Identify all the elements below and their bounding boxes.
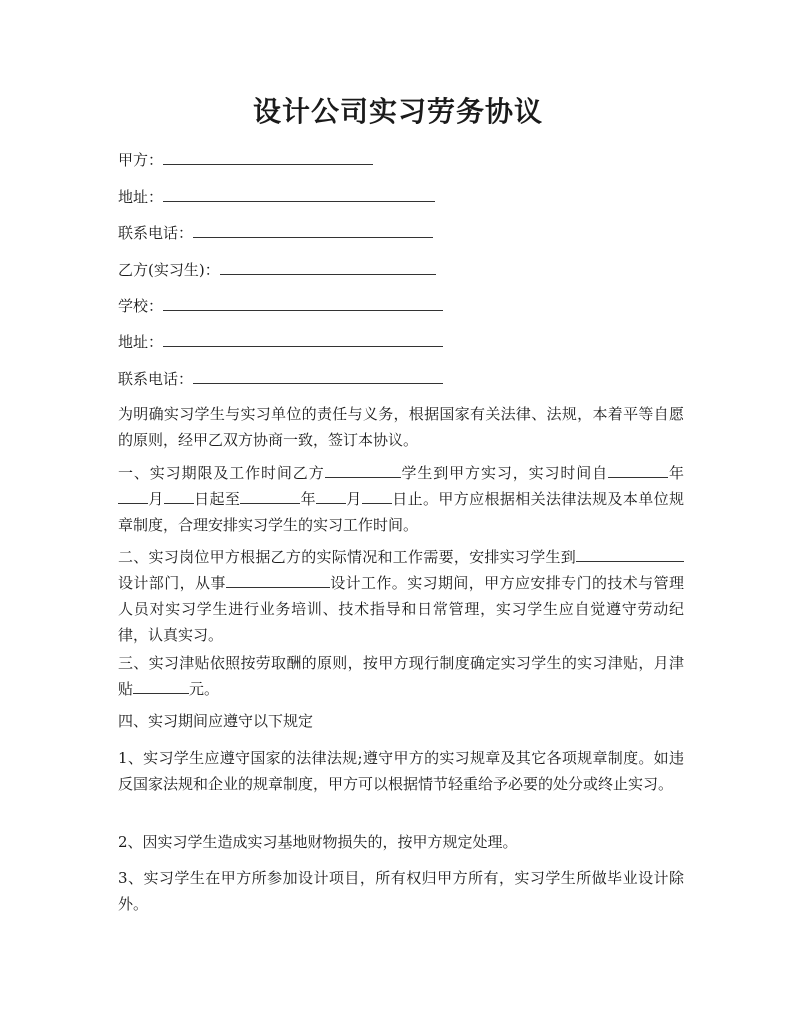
- start-month-blank[interactable]: [118, 489, 148, 504]
- section-3-text-a: 三、实习津贴依照按劳取酬的原则，按甲方现行制度确定实习学生的实习津贴，月津贴: [118, 654, 684, 698]
- phone-b-field: [118, 368, 443, 390]
- start-day-blank[interactable]: [164, 489, 194, 504]
- phone-a-label: 联系电话：: [118, 224, 194, 242]
- section-1-text-b: 学生到甲方实习，实习时间自: [400, 464, 609, 482]
- rule-3-paragraph: 3、实习学生在甲方所参加设计项目，所有权归甲方所有，实习学生所做毕业设计除外。: [118, 869, 684, 913]
- section-1-text-a: 一、实习期限及工作时间乙方: [118, 464, 325, 482]
- party-a-label: 甲方：: [118, 151, 164, 169]
- address-b-field: [118, 331, 443, 353]
- phone-b-label: 联系电话：: [118, 370, 194, 388]
- party-b-blank[interactable]: [220, 260, 436, 275]
- student-name-blank[interactable]: [325, 463, 401, 478]
- section-1-text-h: 日止。甲方应根据相关法律法规及本单位规章制度，合理安排实习学生的实习工作时间。: [118, 490, 684, 534]
- phone-a-field: [118, 222, 433, 244]
- section-1-paragraph: [118, 460, 684, 538]
- section-1-text-g: 月: [346, 490, 362, 508]
- school-blank[interactable]: [163, 296, 443, 311]
- party-b-field: [118, 259, 436, 281]
- address-a-blank[interactable]: [163, 187, 435, 202]
- phone-b-blank[interactable]: [193, 369, 443, 384]
- section-2-paragraph: [118, 544, 684, 648]
- intro-paragraph: 为明确实习学生与实习单位的责任与义务，根据国家有关法律、法规，本着平等自愿的原则，经甲乙双方协商一致，签订本协议。: [118, 405, 684, 449]
- section-1-text-e: 日起至: [193, 490, 241, 508]
- end-month-blank[interactable]: [316, 489, 346, 504]
- end-year-blank[interactable]: [240, 489, 300, 504]
- rule-2-paragraph: 2、因实习学生造成实习基地财物损失的，按甲方规定处理。: [118, 833, 518, 851]
- party-a-blank[interactable]: [163, 150, 373, 165]
- phone-a-blank[interactable]: [193, 223, 433, 238]
- work-type-blank[interactable]: [226, 573, 330, 588]
- allowance-blank[interactable]: [133, 679, 189, 694]
- section-3-paragraph: [118, 650, 684, 702]
- section-3-text-b: 元。: [189, 680, 220, 698]
- section-1-text-c: 年: [668, 464, 684, 482]
- address-a-field: [118, 186, 435, 208]
- end-day-blank[interactable]: [362, 489, 392, 504]
- section-4-heading: 四、实习期间应遵守以下规定: [118, 712, 314, 730]
- address-b-blank[interactable]: [163, 332, 443, 347]
- section-2-text-a: 二、实习岗位甲方根据乙方的实际情况和工作需要，安排实习学生到: [118, 548, 576, 566]
- school-field: [118, 295, 443, 317]
- section-1-text-d: 月: [148, 490, 164, 508]
- party-a-field: [118, 149, 373, 171]
- section-2-text-c: 设计工作。实习期间，甲方应安排专门的技术与管理人员对实习学生进行业务培训、技术指导和日常管理，实习学生应自觉遵守劳动纪律，认真实习。: [118, 574, 684, 644]
- document-title: 设计公司实习劳务协议: [252, 95, 543, 128]
- school-label: 学校：: [118, 297, 164, 315]
- rule-1-paragraph: 1、实习学生应遵守国家的法律法规;遵守甲方的实习规章及其它各项规章制度。如违反国家法规和企业的规章制度，甲方可以根据情节轻重给予必要的处分或终止实习。: [118, 749, 684, 793]
- start-year-blank[interactable]: [608, 463, 668, 478]
- department-blank[interactable]: [576, 547, 684, 562]
- address-b-label: 地址：: [118, 333, 164, 351]
- section-1-text-f: 年: [300, 490, 317, 508]
- party-b-label: 乙方(实习生)：: [118, 261, 220, 279]
- section-2-text-b: 设计部门，从事: [118, 574, 226, 592]
- address-a-label: 地址：: [118, 188, 164, 206]
